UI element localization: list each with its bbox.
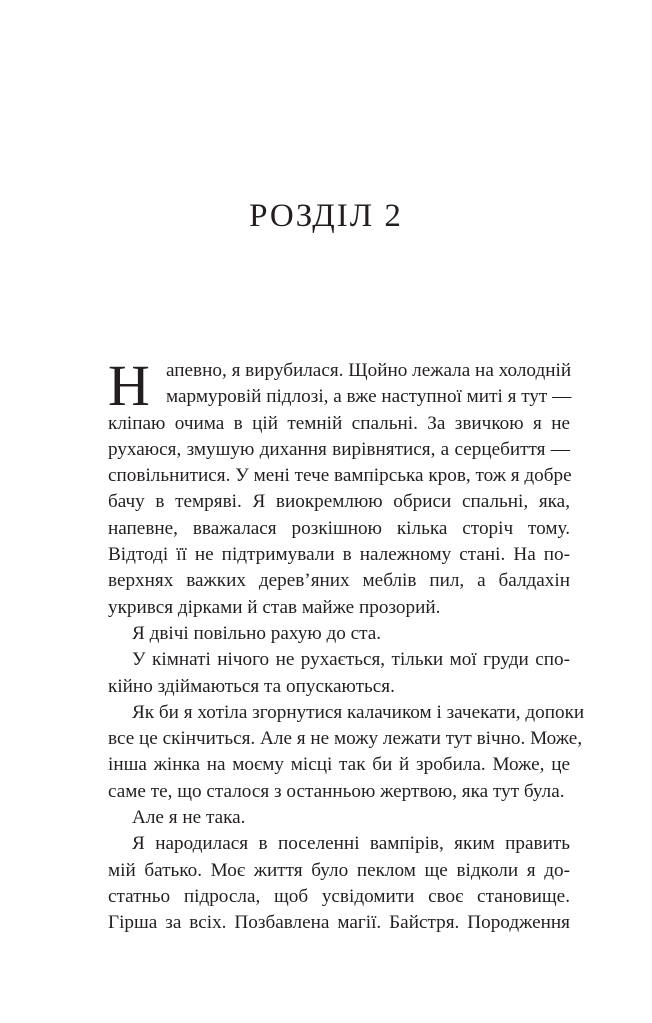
text-line: Гірша за всіх. Позбавлена магії. Байстря. Породження	[108, 912, 570, 934]
text-line: кійно здіймаються та опускаються.	[108, 675, 395, 697]
text-line: Відтоді її не підтримували в належному стані. На по-	[108, 544, 570, 566]
text-line: рухаюся, змушую дихання вирівнятися, а серцебиття —	[108, 438, 570, 460]
text-line: Я двічі повільно рахую до ста.	[132, 622, 382, 644]
text-line: Я народилася в поселенні вампірів, яким править	[132, 833, 570, 855]
text-line: У кімнаті нічого не рухається, тільки мої груди спо-	[132, 649, 570, 671]
text-line: кліпаю очима в цій темній спальні. За звичкою я не	[108, 412, 570, 434]
text-line: укрився дірками й став майже прозорий.	[108, 596, 441, 618]
text-line: саме те, що сталося з останньою жертвою, яка тут була.	[108, 780, 565, 802]
text-line: верхнях важких дерев’яних меблів пил, а балдахін	[108, 570, 570, 592]
drop-cap: Н	[108, 353, 150, 418]
text-line: апевно, я вирубилася. Щойно лежала на холодній	[166, 360, 572, 381]
text-line: бачу в темряві. Я виокремлюю обриси спальні, яка,	[108, 491, 570, 513]
text-line: напевне, вважалася розкішною кілька сторіч тому.	[108, 517, 570, 539]
text-line: Як би я хотіла згорнутися калачиком і зачекати, допоки	[132, 701, 585, 723]
text-line: сповільнитися. У мені тече вампірська кров, тож я добре	[108, 465, 572, 487]
text-line: статньо підросла, щоб усвідомити своє становище.	[108, 885, 570, 907]
text-line: все це скінчиться. Але я не можу лежати тут вічно. Може,	[108, 728, 583, 750]
chapter-title: РОЗДІЛ 2	[249, 198, 403, 234]
text-line: інша жінка на моєму місці так би й зробила. Може, це	[108, 754, 570, 776]
body-text	[108, 353, 585, 937]
text-line: Але я не така.	[132, 807, 246, 829]
text-line: мармуровій підлозі, а вже наступної миті я тут —	[166, 386, 572, 408]
text-line: мій батько. Моє життя було пеклом ще відколи я до-	[108, 859, 570, 881]
